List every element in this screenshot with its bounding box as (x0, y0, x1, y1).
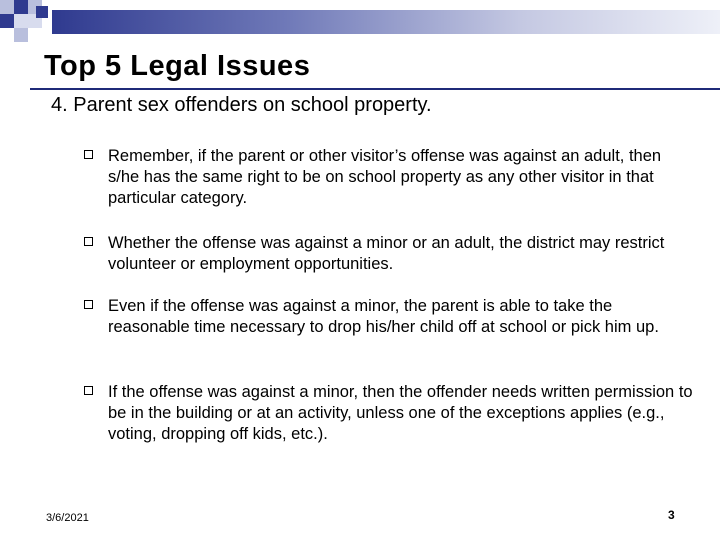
bullet-item (84, 296, 694, 338)
square-bullet-icon (84, 150, 93, 159)
decorative-square (14, 28, 28, 42)
bullet-item (84, 233, 694, 275)
decorative-square (0, 0, 14, 14)
square-bullet-icon (84, 237, 93, 246)
decorative-square (14, 14, 28, 28)
square-bullet-icon (84, 300, 93, 309)
bullet-text: If the offense was against a minor, then the offender needs written permission to be in the building or at an activity, unless one of the exceptions applies (e.g., voting, dropping off kids, etc.). (108, 383, 693, 443)
header-gradient-bar (52, 10, 720, 34)
bullet-item (84, 146, 694, 209)
decorative-square (0, 14, 14, 28)
slide-date: 3/6/2021 (46, 512, 89, 524)
title-underline (30, 88, 720, 90)
bullet-text: Even if the offense was against a minor, the parent is able to take the reasonable time necessary to drop his/her child off at school or pick him up. (108, 297, 659, 336)
bullet-item (84, 382, 694, 445)
bullet-text: Whether the offense was against a minor or an adult, the district may restrict volunteer or employment opportunities. (108, 234, 665, 273)
decorative-square (36, 6, 48, 18)
page-number: 3 (668, 508, 675, 522)
slide-title: Top 5 Legal Issues (44, 50, 311, 82)
decorative-square (14, 0, 28, 14)
square-bullet-icon (84, 386, 93, 395)
bullet-text: Remember, if the parent or other visitor’s offense was against an adult, then s/he has the same right to be on school property as any other visitor in that particular category. (108, 147, 662, 207)
slide-subtitle: 4. Parent sex offenders on school property. (51, 94, 432, 116)
